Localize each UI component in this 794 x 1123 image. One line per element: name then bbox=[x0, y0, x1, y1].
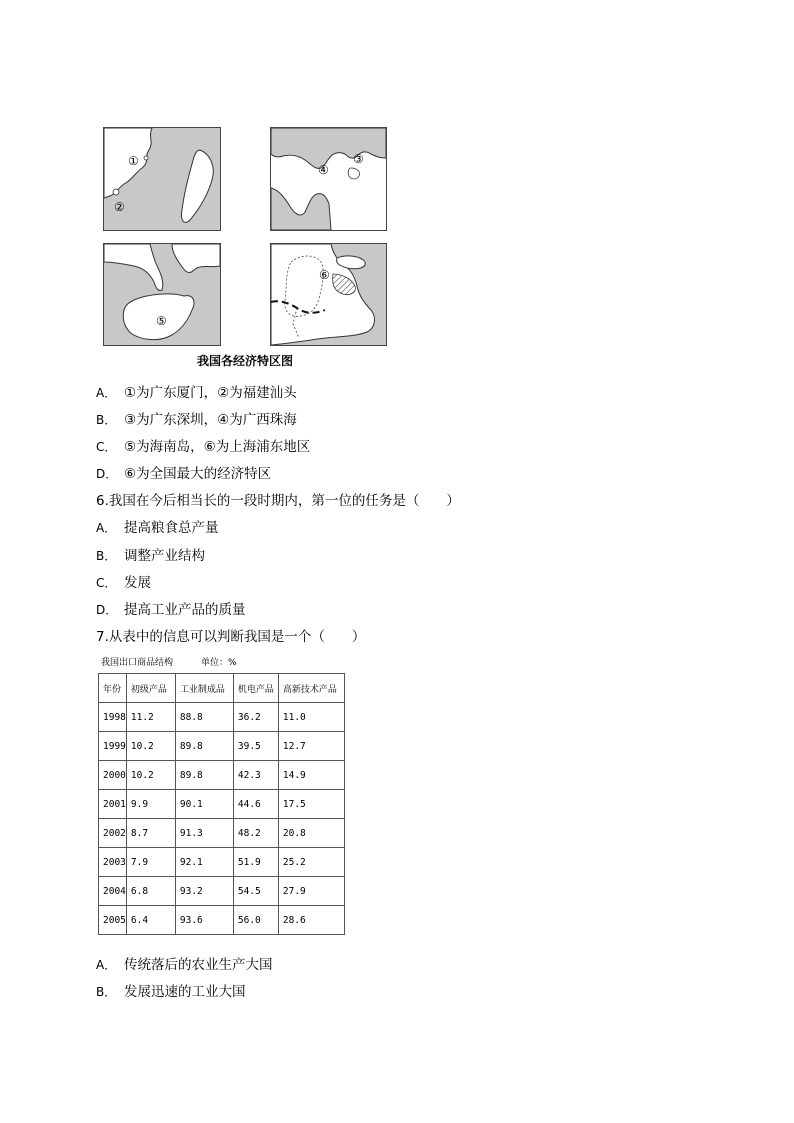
table-cell: 6.4 bbox=[126, 906, 175, 935]
table-row bbox=[99, 877, 345, 906]
header-year: 年份 bbox=[99, 674, 127, 703]
option-text: 提高工业产品的质量 bbox=[124, 602, 246, 618]
table-row bbox=[99, 848, 345, 877]
table-cell: 91.3 bbox=[175, 819, 233, 848]
table-header-row bbox=[99, 674, 345, 703]
map-panel-pudong bbox=[270, 243, 387, 346]
q5-option-a[interactable] bbox=[96, 381, 297, 401]
table-cell-year: 1999 bbox=[99, 732, 127, 761]
figure-caption: 我国各经济特区图 bbox=[196, 354, 293, 368]
table-cell: 8.7 bbox=[126, 819, 175, 848]
table-cell-year: 2003 bbox=[99, 848, 127, 877]
option-letter: A． bbox=[96, 521, 117, 535]
table-cell: 90.1 bbox=[175, 790, 233, 819]
option-letter: A． bbox=[96, 958, 117, 972]
table-cell: 89.8 bbox=[175, 761, 233, 790]
table-cell: 48.2 bbox=[233, 819, 278, 848]
q6-option-d[interactable] bbox=[96, 598, 246, 618]
header-electromechanical: 机电产品 bbox=[233, 674, 278, 703]
table-cell: 14.9 bbox=[278, 761, 344, 790]
map-panel-shenzhen-zhuhai bbox=[270, 127, 387, 231]
table-cell: 93.2 bbox=[175, 877, 233, 906]
table-cell: 27.9 bbox=[278, 877, 344, 906]
map-marker-1: ① bbox=[128, 154, 139, 168]
map-marker-3: ③ bbox=[353, 152, 364, 166]
q6-option-a[interactable] bbox=[96, 516, 219, 536]
table-cell: 42.3 bbox=[233, 761, 278, 790]
table-cell-year: 2000 bbox=[99, 761, 127, 790]
option-letter: C． bbox=[96, 440, 117, 454]
table-cell: 6.8 bbox=[126, 877, 175, 906]
table-cell: 25.2 bbox=[278, 848, 344, 877]
option-letter: B． bbox=[96, 413, 117, 427]
option-text: 提高粮食总产量 bbox=[124, 520, 219, 536]
option-text: 发展 bbox=[124, 575, 151, 591]
option-letter: B． bbox=[96, 549, 117, 563]
table-cell: 44.6 bbox=[233, 790, 278, 819]
table-cell: 11.0 bbox=[278, 703, 344, 732]
map-panel-hainan bbox=[103, 243, 221, 346]
map-panel-xiamen-shantou bbox=[103, 127, 221, 231]
table-row bbox=[99, 790, 345, 819]
table-row bbox=[99, 703, 345, 732]
table-cell: 89.8 bbox=[175, 732, 233, 761]
q6-stem: 6.我国在今后相当长的一段时期内，第一位的任务是（ ） bbox=[96, 493, 460, 509]
table-cell-year: 2002 bbox=[99, 819, 127, 848]
q5-option-d[interactable] bbox=[96, 462, 271, 482]
table-cell: 36.2 bbox=[233, 703, 278, 732]
table-row bbox=[99, 906, 345, 935]
option-text: 发展迅速的工业大国 bbox=[124, 984, 246, 1000]
option-text: ⑤为海南岛，⑥为上海浦东地区 bbox=[124, 439, 311, 455]
option-letter: C． bbox=[96, 576, 117, 590]
table-cell: 28.6 bbox=[278, 906, 344, 935]
table-cell: 93.6 bbox=[175, 906, 233, 935]
table-caption bbox=[101, 655, 237, 668]
header-manufactured: 工业制成品 bbox=[175, 674, 233, 703]
q5-option-c[interactable] bbox=[96, 435, 310, 455]
header-primary: 初级产品 bbox=[126, 674, 175, 703]
q6-option-b[interactable] bbox=[96, 544, 205, 564]
option-letter: D． bbox=[96, 467, 118, 481]
q7-option-b[interactable] bbox=[96, 980, 246, 1000]
table-title: 我国出口商品结构 bbox=[101, 658, 174, 668]
option-letter: A． bbox=[96, 386, 117, 400]
option-text: ①为广东厦门，②为福建汕头 bbox=[124, 385, 297, 401]
option-letter: D． bbox=[96, 603, 118, 617]
table-cell-year: 1998 bbox=[99, 703, 127, 732]
table-cell: 20.8 bbox=[278, 819, 344, 848]
table-unit: 单位：% bbox=[201, 658, 237, 668]
table-cell: 56.0 bbox=[233, 906, 278, 935]
option-text: 传统落后的农业生产大国 bbox=[124, 957, 273, 973]
map-marker-5: ⑤ bbox=[156, 314, 167, 328]
map-marker-4: ④ bbox=[318, 163, 329, 177]
table-row bbox=[99, 761, 345, 790]
map-marker-2: ② bbox=[114, 200, 125, 214]
table-cell: 10.2 bbox=[126, 732, 175, 761]
table-cell: 12.7 bbox=[278, 732, 344, 761]
header-high-tech: 高新技术产品 bbox=[278, 674, 344, 703]
option-text: ③为广东深圳，④为广西珠海 bbox=[124, 412, 297, 428]
table-cell: 10.2 bbox=[126, 761, 175, 790]
q5-option-b[interactable] bbox=[96, 408, 297, 428]
table-cell: 92.1 bbox=[175, 848, 233, 877]
table-cell: 17.5 bbox=[278, 790, 344, 819]
export-structure-table bbox=[98, 673, 345, 935]
table-cell: 54.5 bbox=[233, 877, 278, 906]
table-cell-year: 2001 bbox=[99, 790, 127, 819]
option-text: ⑥为全国最大的经济特区 bbox=[124, 466, 272, 482]
table-row bbox=[99, 732, 345, 761]
option-letter: B． bbox=[96, 985, 117, 999]
map-marker-6: ⑥ bbox=[319, 268, 330, 282]
table-cell: 9.9 bbox=[126, 790, 175, 819]
table-cell-year: 2004 bbox=[99, 877, 127, 906]
table-cell: 88.8 bbox=[175, 703, 233, 732]
q7-option-a[interactable] bbox=[96, 953, 273, 973]
table-cell: 7.9 bbox=[126, 848, 175, 877]
table-cell: 51.9 bbox=[233, 848, 278, 877]
table-cell-year: 2005 bbox=[99, 906, 127, 935]
option-text: 调整产业结构 bbox=[124, 548, 205, 564]
q6-option-c[interactable] bbox=[96, 571, 151, 591]
table-cell: 39.5 bbox=[233, 732, 278, 761]
table-row bbox=[99, 819, 345, 848]
table-cell: 11.2 bbox=[126, 703, 175, 732]
q7-stem: 7.从表中的信息可以判断我国是一个（ ） bbox=[96, 629, 366, 645]
